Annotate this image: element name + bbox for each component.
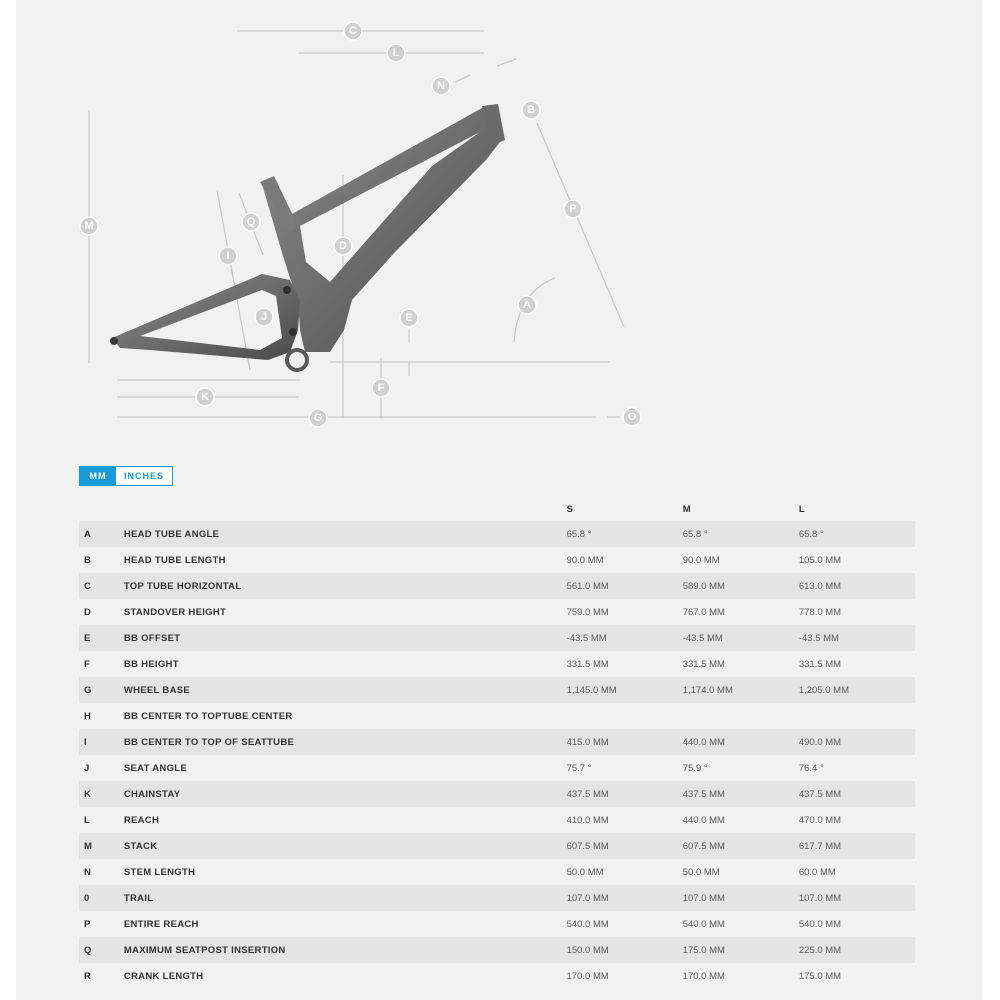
svg-text:M: M [84, 220, 94, 232]
row-value-l: 65.8 ° [798, 528, 824, 540]
shock-pivot [283, 286, 291, 294]
header-letter [79, 497, 124, 521]
svg-text:B: B [527, 104, 535, 116]
table-row [79, 885, 915, 911]
row-value-m: 75.9 ° [682, 762, 708, 774]
dimension-lines [89, 31, 624, 418]
row-measurement-name: STEM LENGTH [123, 866, 196, 878]
row-value-l: 105.0 MM [798, 554, 842, 566]
row-value-l: 778.0 MM [798, 606, 842, 618]
row-measurement-name: SEAT ANGLE [123, 762, 188, 774]
svg-text:E: E [405, 312, 413, 324]
row-value-l [799, 703, 915, 729]
row-value-m: 540.0 MM [682, 918, 725, 930]
table-row [79, 625, 915, 651]
row-value-s: 170.0 MM [566, 970, 609, 982]
row-letter: D [84, 606, 91, 618]
row-value-s: 410.0 MM [566, 814, 609, 826]
svg-text:A: A [523, 299, 531, 311]
row-value-m: 90.0 MM [682, 554, 720, 566]
row-value-s: 331.5 MM [566, 658, 609, 670]
row-measurement-name: TRAIL [123, 892, 154, 904]
row-letter: I [84, 736, 87, 748]
table-row [79, 573, 915, 599]
header-size-l: L [798, 503, 805, 515]
row-value-s: 50.0 MM [566, 866, 604, 878]
row-value-s: 437.5 MM [566, 788, 609, 800]
row-measurement-name: TOP TUBE HORIZONTAL [123, 580, 242, 592]
row-measurement-name: MAXIMUM SEATPOST INSERTION [123, 944, 286, 956]
rear-dropout [110, 337, 118, 345]
row-letter: B [84, 554, 91, 566]
row-letter: H [84, 710, 91, 722]
row-value-s [567, 703, 683, 729]
table-row [79, 755, 915, 781]
marker-p [564, 200, 582, 218]
row-value-m: 175.0 MM [682, 944, 725, 956]
row-value-l: 107.0 MM [798, 892, 842, 904]
table-row [79, 833, 915, 859]
svg-text:G: G [313, 412, 323, 424]
row-measurement-name: BB CENTER TO TOPTUBE CENTER [123, 710, 293, 722]
dimension-markers [80, 22, 641, 427]
row-value-l: 540.0 MM [798, 918, 842, 930]
frame-diagram-svg [0, 0, 1000, 450]
row-measurement-name: HEAD TUBE ANGLE [123, 528, 220, 540]
frame-geometry-diagram [0, 0, 1000, 450]
row-value-s: 107.0 MM [566, 892, 609, 904]
row-letter: G [84, 684, 92, 696]
table-row [79, 807, 915, 833]
svg-text:K: K [201, 391, 209, 403]
row-measurement-name: ENTIRE REACH [123, 918, 199, 930]
marker-e [400, 309, 418, 327]
marker-n [432, 77, 450, 95]
row-measurement-name: BB CENTER TO TOP OF SEATTUBE [123, 736, 295, 748]
marker-k [196, 388, 214, 406]
marker-l [387, 44, 405, 62]
svg-text:C: C [349, 25, 357, 37]
dim-line-p [537, 123, 624, 327]
table-row [79, 963, 915, 989]
row-measurement-name: HEAD TUBE LENGTH [123, 554, 226, 566]
row-letter: J [84, 762, 90, 774]
table-row [79, 547, 915, 573]
row-value-m [683, 703, 799, 729]
row-value-s: 540.0 MM [566, 918, 609, 930]
row-value-m: 440.0 MM [682, 736, 725, 748]
row-value-m: 65.8 ° [682, 528, 708, 540]
row-value-m: 170.0 MM [682, 970, 725, 982]
row-value-l: 76.4 ° [798, 762, 824, 774]
svg-text:L: L [392, 47, 400, 59]
lower-pivot [289, 328, 297, 336]
row-value-m: 589.0 MM [682, 580, 725, 592]
marker-b [522, 101, 540, 119]
row-value-s: 561.0 MM [566, 580, 609, 592]
table-row [79, 781, 915, 807]
marker-i [219, 247, 237, 265]
marker-a [518, 296, 536, 314]
geometry-table [79, 497, 915, 989]
row-value-m: 607.5 MM [682, 840, 725, 852]
bottom-bracket [287, 350, 307, 370]
row-letter: A [84, 528, 91, 540]
row-value-l: 331.5 MM [798, 658, 842, 670]
row-value-s: 75.7 ° [566, 762, 592, 774]
marker-f [372, 379, 390, 397]
row-value-l: 617.7 MM [798, 840, 842, 852]
row-value-s: 90.0 MM [566, 554, 604, 566]
table-row [79, 937, 915, 963]
row-letter: 0 [84, 892, 90, 904]
svg-text:O: O [627, 411, 637, 423]
header-size-m: M [682, 503, 691, 515]
row-letter: F [84, 658, 90, 670]
row-value-s: 150.0 MM [566, 944, 609, 956]
geometry-table-body [79, 521, 915, 989]
row-value-m: 50.0 MM [682, 866, 720, 878]
row-value-m: 440.0 MM [682, 814, 725, 826]
bike-frame [110, 104, 505, 370]
header-name [124, 497, 567, 521]
row-value-m: 107.0 MM [682, 892, 725, 904]
row-value-s: 415.0 MM [566, 736, 609, 748]
row-value-s: 759.0 MM [566, 606, 609, 618]
row-value-m: 437.5 MM [682, 788, 725, 800]
dim-line-n [455, 75, 470, 82]
header-size-s: S [566, 503, 573, 515]
marker-c [344, 22, 362, 40]
table-row [79, 859, 915, 885]
row-value-l: 60.0 MM [798, 866, 836, 878]
svg-text:I: I [226, 250, 230, 262]
row-value-l: 470.0 MM [798, 814, 842, 826]
marker-m [80, 217, 98, 235]
row-measurement-name: CRANK LENGTH [123, 970, 204, 982]
row-measurement-name: CHAINSTAY [123, 788, 181, 800]
table-row [79, 521, 915, 547]
table-row [79, 599, 915, 625]
row-value-l: 1,205.0 MM [798, 684, 850, 696]
row-value-l: 225.0 MM [798, 944, 842, 956]
table-row [79, 911, 915, 937]
marker-o [623, 408, 641, 426]
row-letter: R [84, 970, 91, 982]
table-header-row [79, 497, 915, 521]
row-measurement-name: STANDOVER HEIGHT [123, 606, 227, 618]
unit-inches-button[interactable]: INCHES [116, 467, 172, 485]
table-row [79, 703, 915, 729]
row-letter: L [84, 814, 90, 826]
svg-text:D: D [339, 240, 347, 252]
row-value-s: 1,145.0 MM [566, 684, 617, 696]
row-measurement-name: BB OFFSET [123, 632, 181, 644]
row-value-s: 607.5 MM [566, 840, 609, 852]
row-value-m: 767.0 MM [682, 606, 725, 618]
row-value-s: -43.5 MM [566, 632, 607, 644]
row-value-l: 175.0 MM [798, 970, 842, 982]
unit-toggle [79, 466, 173, 486]
row-value-m: 331.5 MM [682, 658, 725, 670]
marker-q [242, 213, 260, 231]
row-value-s: 65.8 ° [566, 528, 592, 540]
svg-text:F: F [377, 382, 385, 394]
table-row [79, 677, 915, 703]
row-measurement-name: REACH [123, 814, 160, 826]
row-letter: M [84, 840, 92, 852]
row-value-m: 1,174.0 MM [682, 684, 733, 696]
svg-text:Q: Q [246, 216, 256, 228]
row-value-l: 437.5 MM [798, 788, 842, 800]
table-row [79, 729, 915, 755]
row-value-l: 613.0 MM [798, 580, 842, 592]
row-value-l: -43.5 MM [798, 632, 839, 644]
marker-g [309, 409, 327, 427]
row-measurement-name: BB HEIGHT [123, 658, 179, 670]
row-letter: C [84, 580, 91, 592]
row-letter: P [84, 918, 91, 930]
table-row [79, 651, 915, 677]
unit-mm-button[interactable]: MM [80, 467, 116, 485]
row-letter: N [84, 866, 91, 878]
marker-j [255, 308, 273, 326]
row-letter: Q [84, 944, 92, 956]
row-value-l: 490.0 MM [798, 736, 842, 748]
row-value-m: -43.5 MM [682, 632, 723, 644]
svg-text:N: N [437, 80, 445, 92]
row-letter: K [84, 788, 91, 800]
row-measurement-name: STACK [123, 840, 158, 852]
marker-d [334, 237, 352, 255]
svg-text:J: J [260, 311, 268, 323]
row-letter: E [84, 632, 91, 644]
dim-line-n2 [497, 59, 516, 66]
row-measurement-name: WHEEL BASE [123, 684, 191, 696]
svg-text:P: P [569, 203, 577, 215]
